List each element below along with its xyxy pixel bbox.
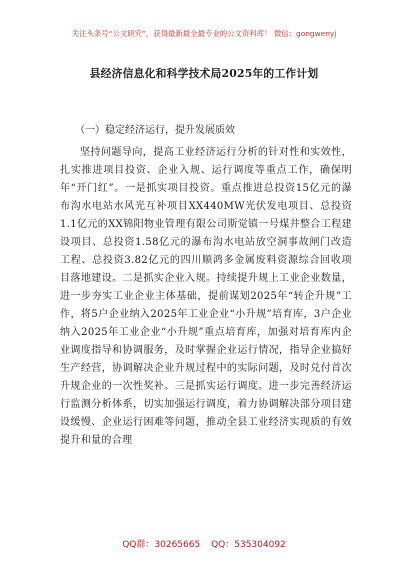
footer-qq-group: QQ群：30265665 [122, 540, 201, 550]
section-heading: （一）稳定经济运行，提升发展质效 [75, 125, 235, 136]
body-paragraph: 坚持问题导向，提高工业经济运行分析的针对性和实效性，扎实推进项目投资、企业入规、运行调度等重点工作，确保明年“开门红”。一是抓实项目投资。重点推进总投资15亿元的瀑布沟水电站水风光互补项目XX440MW光伏发电项目、总投资1.1亿元的XX锦阳物业管理有限公司斯觉镇一号煤井整合工程建设项目、总投资1.58亿元的瀑布沟水电站放空洞事故闸门改造工程、总投资3.82亿元的四川顺鸿多金属废料资源综合回收项目落地建设。二是抓实企业入规。持续提升规上工业企业数量，进一步夯实工业企业主体基础，提前谋划2025年“转企升规”工作，将5户企业纳入2025年工业企业“小升规”培育库，3户企业纳入2025年工业企业“小升规”重点培育库，加强对培育库内企业调度指导和协调服务，及时掌握企业运行情况，指导企业搞好生产经营，协调解决企业升规过程中的实际问题，及时兑付首次升规企业的一次性奖补。三是抓实运行调度。进一步完善经济运行监测分析体系，切实加强运行调度，着力协调解决部分项目建设缓慢、企业运行困难等问题，推动全县工业经济实现质的有效提升和量的合理 [60, 147, 352, 446]
document-title: 县经济信息化和科学技术局2025年的工作计划 [89, 67, 319, 80]
footer-contact [0, 537, 408, 550]
footer-qq: QQ：535304092 [211, 540, 286, 550]
header-promo-text: 关注头条号“公文研究”，获得最新最全最专业的公文资料库！ 微信：gongwenyj [71, 29, 337, 38]
